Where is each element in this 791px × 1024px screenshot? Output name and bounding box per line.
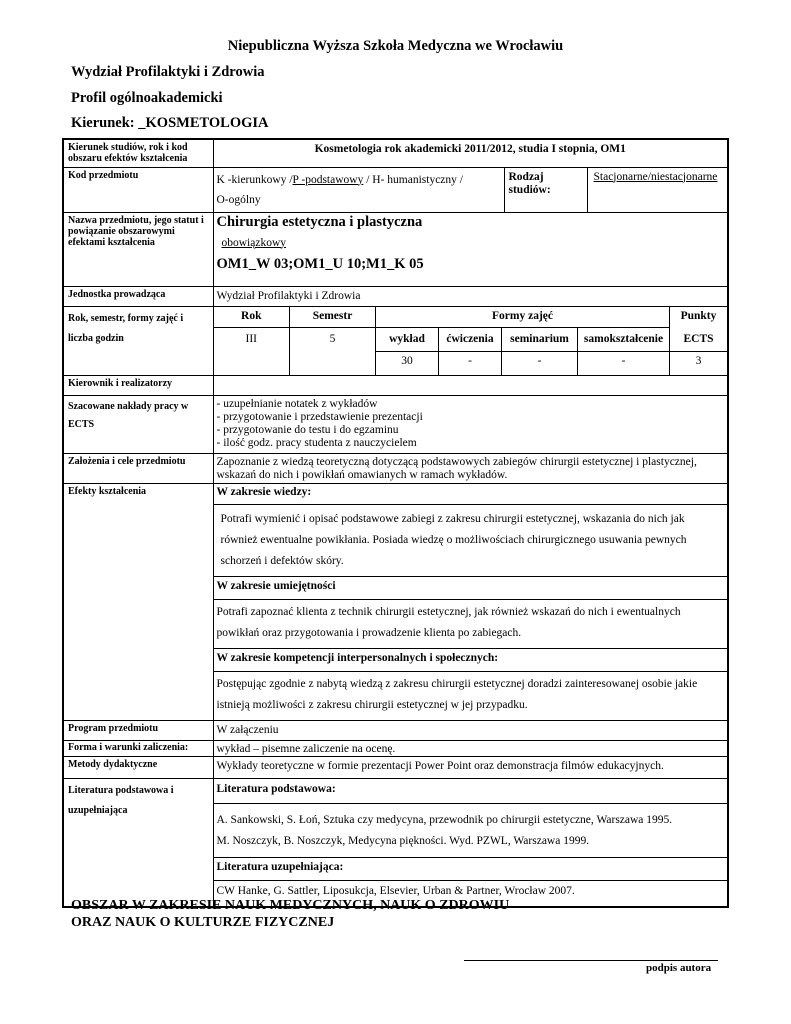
program-value: Kosmetologia rok akademicki 2011/2012, studia I stopnia, OM1 bbox=[213, 139, 728, 167]
workload-item: - ilość godz. pracy studenta z nauczycielem bbox=[216, 436, 417, 449]
hours-selfstudy: - bbox=[578, 352, 670, 375]
field-label: Literatura podstawowa i bbox=[68, 784, 174, 796]
literature-item: M. Noszczyk, B. Noszczyk, Medycyna piękności. Wyd. PZWL, Warszawa 1999. bbox=[216, 834, 590, 847]
selected-code: P -podstawowy bbox=[292, 173, 364, 186]
field-label: Nazwa przedmiotu, jego statut i powiązanie obszarowymi efektami kształcenia bbox=[63, 212, 213, 286]
field-label: Program przedmiotu bbox=[63, 720, 213, 740]
unit-value: Wydział Profilaktyki i Zdrowia bbox=[213, 286, 728, 306]
workload-item: - przygotowanie i przedstawienie prezentacji bbox=[216, 410, 423, 423]
field-label: Rok, semestr, formy zajęć i bbox=[68, 312, 184, 324]
assessment-value: wykład – pisemne zaliczenie na ocenę. bbox=[213, 740, 728, 756]
form-exercises-header: ćwiczenia bbox=[439, 328, 502, 352]
objectives-value: Zapoznanie z wiedzą teoretyczną dotyczącą podstawowych zabiegów chirurgii estetycznej i plastycznej, wskazań do nich i powikłań omawianych w ramach wykładów. bbox=[213, 453, 728, 483]
semester-value: 5 bbox=[290, 328, 376, 375]
course-outcome-codes: OM1_W 03;OM1_U 10;M1_K 05 bbox=[216, 255, 424, 272]
hours-seminar: - bbox=[502, 352, 578, 375]
col-points-header: Punkty bbox=[680, 309, 717, 322]
field-label: Kierownik i realizatorzy bbox=[63, 375, 213, 395]
field-label: Jednostka prowadząca bbox=[63, 286, 213, 306]
form-selfstudy-header: samokształcenie bbox=[578, 328, 670, 352]
form-lecture-header: wykład bbox=[376, 328, 439, 352]
direction-name: Kierunek: _KOSMETOLOGIA bbox=[71, 115, 269, 131]
field-label: Forma i warunki zaliczenia: bbox=[63, 740, 213, 756]
field-label: ECTS bbox=[68, 418, 95, 430]
field-label: Kierunek studiów, rok i kod obszaru efektów kształcenia bbox=[63, 139, 213, 167]
ects-header: ECTS bbox=[670, 328, 728, 352]
literature-basic-title: Literatura podstawowa: bbox=[216, 782, 336, 795]
effects-skills-title: W zakresie umiejętności bbox=[214, 576, 728, 599]
study-type-value: Stacjonarne/niestacjonarne bbox=[593, 170, 718, 183]
effects-skills-text: Potrafi zapoznać klienta z technik chirurgii estetycznej, jak również wskazań do nich i ewentualnych powikłań oraz przygotowania i prowadzenie klienta po zabiegach. bbox=[214, 599, 728, 648]
field-label: Efekty kształcenia bbox=[63, 483, 213, 720]
managers-value bbox=[213, 375, 728, 395]
course-sheet-table bbox=[62, 138, 729, 908]
field-label: Szacowane nakłady pracy w bbox=[68, 400, 189, 412]
program-attachment-value: W załączeniu bbox=[213, 720, 728, 740]
ects-value: 3 bbox=[695, 355, 702, 367]
year-value: III bbox=[214, 328, 290, 375]
workload-item: - uzupełnianie notatek z wykładów bbox=[216, 397, 378, 410]
literature-extra-title: Literatura uzupełniająca: bbox=[214, 857, 728, 880]
form-seminar-header: seminarium bbox=[502, 328, 578, 352]
course-name: Chirurgia estetyczna i plastyczna bbox=[216, 213, 423, 230]
course-code-cell: K -kierunkowy /P -podstawowy / H- humanistyczny / O-ogólny bbox=[214, 168, 505, 212]
course-status: obowiązkowy bbox=[221, 236, 287, 249]
literature-item: CW Hanke, G. Sattler, Liposukcja, Elsevier, Urban & Partner, Wrocław 2007. bbox=[214, 880, 728, 906]
hours-lecture: 30 bbox=[376, 352, 439, 375]
effects-knowledge-title: W zakresie wiedzy: bbox=[216, 485, 312, 498]
signature-line bbox=[464, 960, 718, 961]
field-label: Kod przedmiotu bbox=[63, 167, 213, 212]
effects-competence-text: Postępując zgodnie z nabytą wiedzą z zakresu chirurgii estetycznej doradzi zainteresowanej osobie jakie istnieją możliwości z zakresu chirurgii estetycznej w jej przypadku. bbox=[214, 671, 728, 720]
effects-competence-title: W zakresie kompetencji interpersonalnych i społecznych: bbox=[214, 648, 728, 671]
signature-label: podpis autora bbox=[646, 962, 712, 974]
profile-name: Profil ogólnoakademicki bbox=[71, 90, 223, 106]
study-type-label: Rodzaj studiów: bbox=[504, 168, 587, 212]
literature-item: A. Sankowski, S. Łoń, Sztuka czy medycyna, przewodnik po chirurgii estetyczne, Warszawa 1995. bbox=[216, 813, 673, 826]
col-year-header: Rok bbox=[214, 307, 290, 328]
footer-area-title: OBSZAR W ZAKRESIE NAUK MEDYCZNYCH, NAUK O ZDROWIU ORAZ NAUK O KULTURZE FIZYCZNEJ bbox=[71, 898, 510, 930]
effects-knowledge-text: Potrafi wymienić i opisać podstawowe zabiegi z zakresu chirurgii estetycznej, wskazania do nich jak również ewentualne powikłania. Posiada wiedzę o możliwościach chirurgicznego usuwania pewnych schorzeń i defektów skóry. bbox=[214, 504, 728, 576]
field-label: Założenia i cele przedmiotu bbox=[63, 453, 213, 483]
col-forms-header: Formy zajęć bbox=[376, 307, 670, 328]
field-label: uzupełniająca bbox=[68, 804, 128, 816]
university-name: Niepubliczna Wyższa Szkoła Medyczna we Wrocławiu bbox=[227, 38, 564, 54]
methods-value: Wykłady teoretyczne w formie prezentacji Power Point oraz demonstracja filmów edukacyjnych. bbox=[213, 756, 728, 778]
hours-exercises: - bbox=[439, 352, 502, 375]
field-label: liczba godzin bbox=[68, 332, 124, 344]
field-label: Metody dydaktyczne bbox=[63, 756, 213, 778]
faculty-name: Wydział Profilaktyki i Zdrowia bbox=[71, 64, 265, 80]
workload-item: - przygotowanie do testu i do egzaminu bbox=[216, 423, 399, 436]
col-semester-header: Semestr bbox=[290, 307, 376, 328]
